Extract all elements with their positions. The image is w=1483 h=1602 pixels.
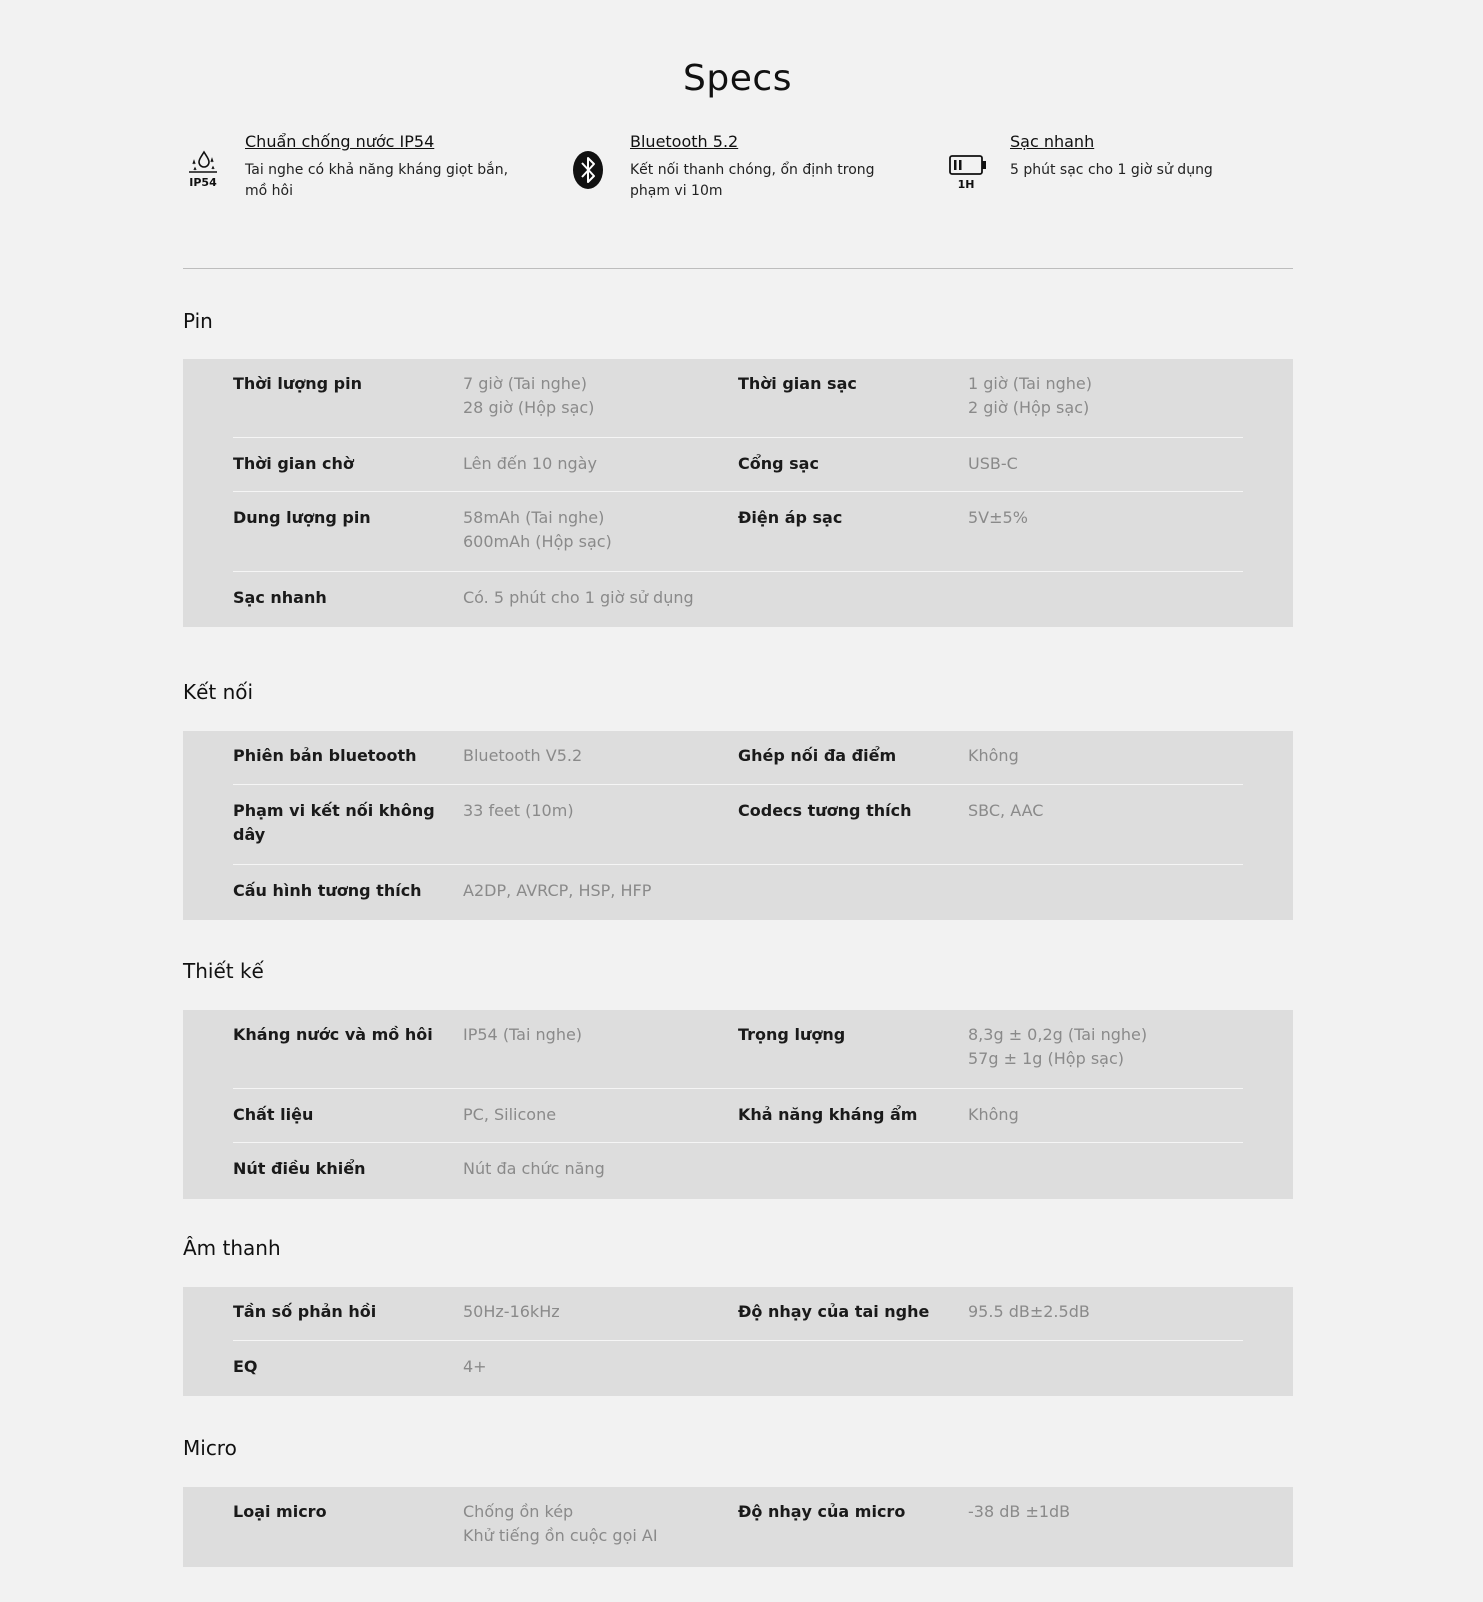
spec-table-am-thanh bbox=[183, 1287, 1293, 1396]
spec-label: Kháng nước và mồ hôi bbox=[233, 1025, 433, 1044]
page-title: Specs bbox=[683, 58, 792, 99]
spec-label: Sạc nhanh bbox=[233, 588, 327, 607]
spec-label: Cổng sạc bbox=[738, 454, 819, 473]
feature-desc-fast-charge: 5 phút sạc cho 1 giờ sử dụng bbox=[1010, 162, 1213, 178]
spec-label: Cấu hình tương thích bbox=[233, 881, 422, 900]
spec-label: Khả năng kháng ẩm bbox=[738, 1105, 918, 1124]
spec-value: 7 giờ (Tai nghe) 28 giờ (Hộp sạc) bbox=[463, 374, 595, 417]
spec-table-micro bbox=[183, 1487, 1293, 1567]
spec-label: Thời lượng pin bbox=[233, 374, 362, 393]
ip54-water-icon bbox=[183, 148, 223, 192]
spec-row bbox=[233, 799, 1243, 865]
spec-label: Phạm vi kết nối không dây bbox=[233, 801, 435, 844]
spec-table-ket-noi bbox=[183, 731, 1293, 920]
spec-value: 4+ bbox=[463, 1357, 487, 1376]
spec-table-pin bbox=[183, 359, 1293, 627]
spec-row bbox=[233, 1157, 1243, 1183]
spec-value: Chống ồn kép Khử tiếng ồn cuộc gọi AI bbox=[463, 1502, 658, 1545]
section-title-ket-noi: Kết nối bbox=[183, 680, 254, 704]
spec-value: 1 giờ (Tai nghe) 2 giờ (Hộp sạc) bbox=[968, 374, 1092, 417]
spec-row bbox=[233, 1500, 1243, 1554]
spec-value: A2DP, AVRCP, HSP, HFP bbox=[463, 881, 652, 900]
spec-value: 5V±5% bbox=[968, 508, 1028, 527]
spec-label: Tần số phản hồi bbox=[233, 1302, 377, 1321]
spec-label: Dung lượng pin bbox=[233, 508, 371, 527]
spec-row bbox=[233, 372, 1243, 438]
spec-row bbox=[233, 1355, 1243, 1381]
spec-value: Có. 5 phút cho 1 giờ sử dụng bbox=[463, 588, 694, 607]
bluetooth-icon bbox=[568, 148, 608, 192]
spec-value: PC, Silicone bbox=[463, 1105, 557, 1124]
feature-fast-charge bbox=[948, 130, 1288, 220]
section-title-micro: Micro bbox=[183, 1436, 237, 1460]
spec-row bbox=[233, 1103, 1243, 1143]
spec-value: 8,3g ± 0,2g (Tai nghe) 57g ± 1g (Hộp sạc) bbox=[968, 1025, 1148, 1068]
svg-text:IP54: IP54 bbox=[189, 176, 217, 189]
spec-value: -38 dB ±1dB bbox=[968, 1502, 1071, 1521]
section-title-am-thanh: Âm thanh bbox=[183, 1236, 281, 1260]
spec-label: Trọng lượng bbox=[738, 1025, 846, 1044]
spec-value: USB-C bbox=[968, 454, 1018, 473]
feature-highlights bbox=[183, 130, 1293, 220]
spec-label: Chất liệu bbox=[233, 1105, 314, 1124]
spec-value: Lên đến 10 ngày bbox=[463, 454, 597, 473]
spec-label: Phiên bản bluetooth bbox=[233, 746, 417, 765]
spec-label: Nút điều khiển bbox=[233, 1159, 366, 1178]
spec-value: Không bbox=[968, 746, 1019, 765]
spec-table-thiet-ke bbox=[183, 1010, 1293, 1199]
spec-row bbox=[233, 506, 1243, 572]
battery-charge-icon bbox=[948, 148, 988, 192]
spec-row bbox=[233, 879, 1243, 905]
spec-value: 95.5 dB±2.5dB bbox=[968, 1302, 1090, 1321]
spec-value: 33 feet (10m) bbox=[463, 801, 574, 820]
svg-text:1H: 1H bbox=[957, 178, 975, 191]
spec-label: Loại micro bbox=[233, 1502, 327, 1521]
spec-value: 50Hz-16kHz bbox=[463, 1302, 560, 1321]
spec-label: Ghép nối đa điểm bbox=[738, 746, 897, 765]
spec-label: Điện áp sạc bbox=[738, 508, 843, 527]
spec-value: Nút đa chức năng bbox=[463, 1159, 605, 1178]
spec-label: Độ nhạy của tai nghe bbox=[738, 1302, 930, 1321]
spec-label: EQ bbox=[233, 1357, 258, 1376]
feature-title-ip54[interactable]: Chuẩn chống nước IP54 bbox=[245, 132, 435, 151]
spec-label: Độ nhạy của micro bbox=[738, 1502, 906, 1521]
spec-value: 58mAh (Tai nghe) 600mAh (Hộp sạc) bbox=[463, 508, 612, 551]
feature-bluetooth bbox=[568, 130, 908, 220]
spec-label: Thời gian sạc bbox=[738, 374, 857, 393]
spec-row bbox=[233, 1300, 1243, 1341]
feature-desc-bluetooth: Kết nối thanh chóng, ổn định trong phạm vi 10m bbox=[630, 162, 875, 199]
feature-title-bluetooth[interactable]: Bluetooth 5.2 bbox=[630, 132, 739, 151]
section-title-thiet-ke: Thiết kế bbox=[183, 959, 264, 983]
spec-label: Codecs tương thích bbox=[738, 801, 912, 820]
spec-row bbox=[233, 586, 1243, 612]
divider bbox=[183, 268, 1293, 269]
section-title-pin: Pin bbox=[183, 309, 213, 333]
spec-row bbox=[233, 452, 1243, 492]
feature-title-fast-charge[interactable]: Sạc nhanh bbox=[1010, 132, 1095, 151]
spec-value: SBC, AAC bbox=[968, 801, 1044, 820]
spec-value: Bluetooth V5.2 bbox=[463, 746, 583, 765]
spec-row bbox=[233, 744, 1243, 785]
spec-value: IP54 (Tai nghe) bbox=[463, 1025, 583, 1044]
spec-label: Thời gian chờ bbox=[233, 454, 354, 473]
spec-row bbox=[233, 1023, 1243, 1089]
spec-value: Không bbox=[968, 1105, 1019, 1124]
feature-ip54 bbox=[183, 130, 523, 220]
feature-desc-ip54: Tai nghe có khả năng kháng giọt bắn, mồ hôi bbox=[245, 162, 509, 199]
